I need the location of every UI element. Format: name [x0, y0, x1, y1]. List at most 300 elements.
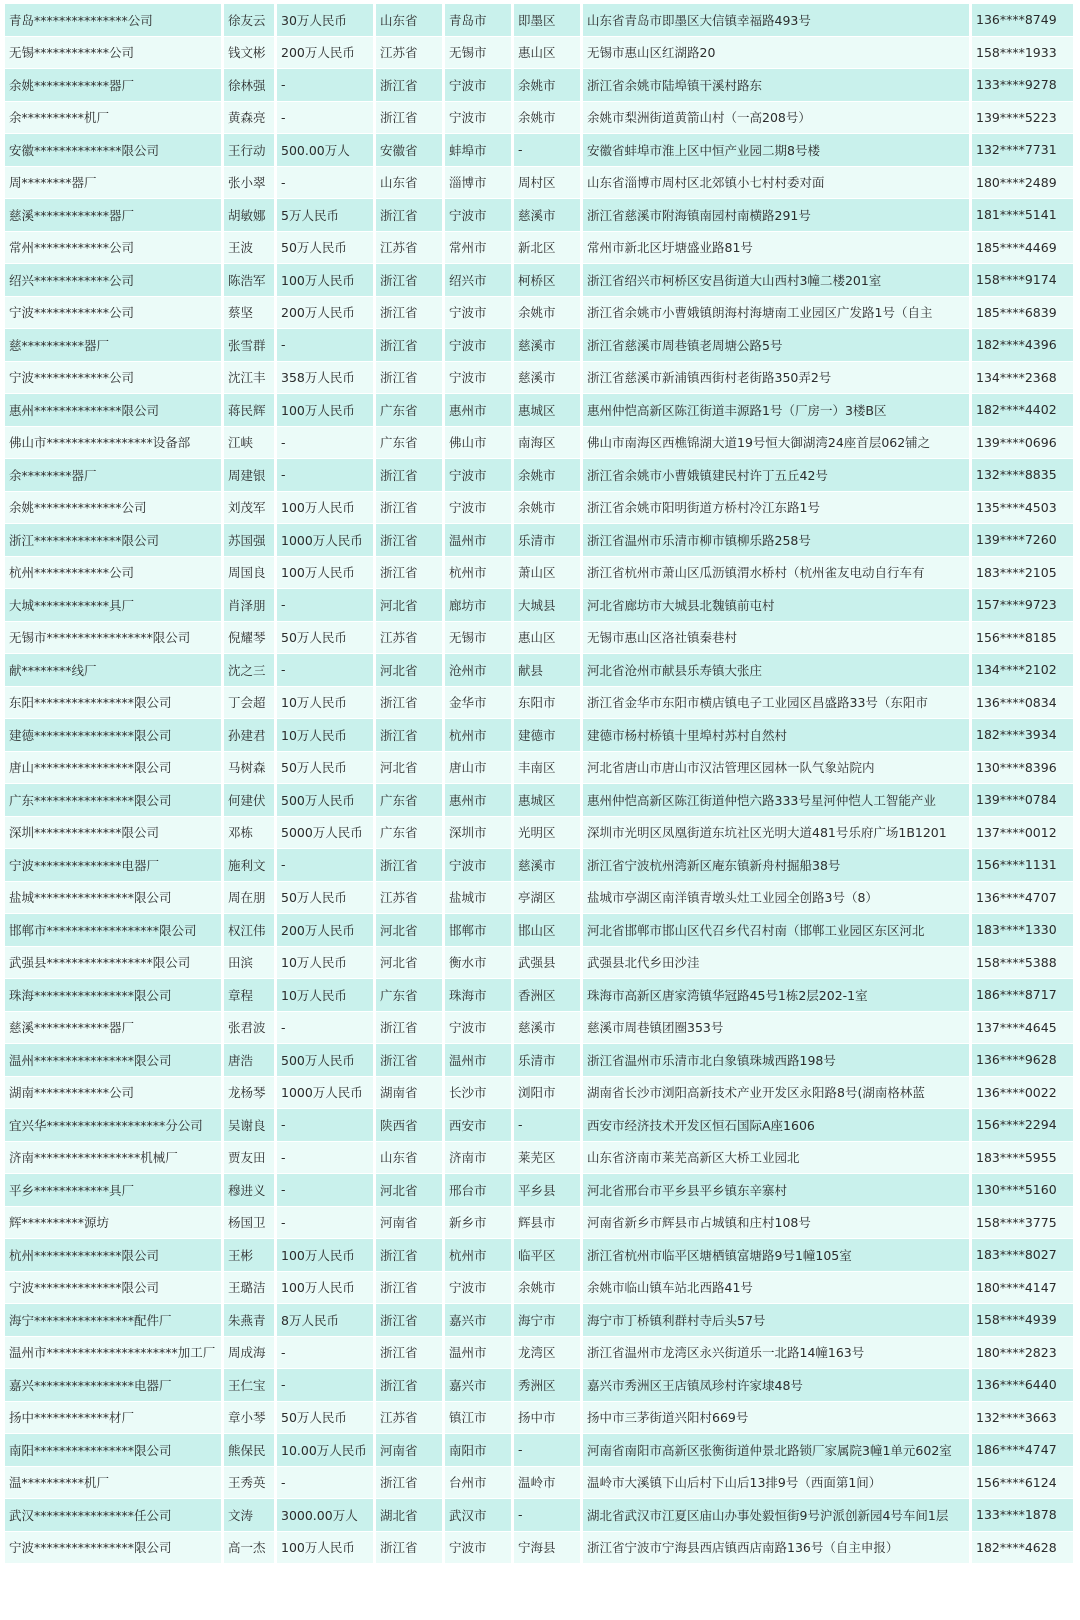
table-row	[5, 914, 1075, 947]
legal-person-cell: 朱燕青	[223, 1304, 276, 1337]
province-cell: 浙江省	[375, 849, 444, 882]
district-cell: 亭湖区	[513, 881, 582, 914]
legal-person-cell: 邓栋	[223, 816, 276, 849]
province-cell: 湖北省	[375, 1499, 444, 1532]
registered-capital-cell: -	[276, 849, 375, 882]
phone-cell: 137****4645	[971, 1011, 1075, 1044]
company-name-cell: 杭州************公司	[5, 556, 223, 589]
city-cell: 武汉市	[444, 1499, 513, 1532]
address-cell: 常州市新北区圩塘盛业路81号	[582, 231, 971, 264]
city-cell: 绍兴市	[444, 264, 513, 297]
company-name-cell: 余姚************器厂	[5, 69, 223, 102]
registered-capital-cell: -	[276, 1011, 375, 1044]
table-row	[5, 459, 1075, 492]
district-cell: -	[513, 1109, 582, 1142]
phone-cell: 130****5160	[971, 1174, 1075, 1207]
district-cell: 慈溪市	[513, 329, 582, 362]
city-cell: 杭州市	[444, 1239, 513, 1272]
phone-cell: 183****1330	[971, 914, 1075, 947]
company-name-cell: 邯郸市******************限公司	[5, 914, 223, 947]
table-row	[5, 1044, 1075, 1077]
phone-cell: 137****0012	[971, 816, 1075, 849]
legal-person-cell: 唐浩	[223, 1044, 276, 1077]
phone-cell: 132****8835	[971, 459, 1075, 492]
legal-person-cell: 高一杰	[223, 1531, 276, 1564]
province-cell: 浙江省	[375, 296, 444, 329]
phone-cell: 133****1878	[971, 1499, 1075, 1532]
province-cell: 河南省	[375, 1206, 444, 1239]
table-row	[5, 1239, 1075, 1272]
phone-cell: 136****4707	[971, 881, 1075, 914]
address-cell: 安徽省蚌埠市淮上区中恒产业园二期8号楼	[582, 134, 971, 167]
city-cell: 宁波市	[444, 329, 513, 362]
province-cell: 河北省	[375, 946, 444, 979]
registered-capital-cell: -	[276, 459, 375, 492]
company-name-cell: 嘉兴****************电器厂	[5, 1369, 223, 1402]
address-cell: 慈溪市周巷镇团圈353号	[582, 1011, 971, 1044]
table-row	[5, 101, 1075, 134]
province-cell: 浙江省	[375, 1011, 444, 1044]
registered-capital-cell: 8万人民币	[276, 1304, 375, 1337]
address-cell: 河北省邢台市平乡县平乡镇东辛寨村	[582, 1174, 971, 1207]
registered-capital-cell: 100万人民币	[276, 1239, 375, 1272]
address-cell: 浙江省温州市龙湾区永兴街道乐一北路14幢163号	[582, 1336, 971, 1369]
address-cell: 浙江省宁波杭州湾新区庵东镇新舟村掘船38号	[582, 849, 971, 882]
legal-person-cell: 王波	[223, 231, 276, 264]
province-cell: 浙江省	[375, 1531, 444, 1564]
city-cell: 宁波市	[444, 1011, 513, 1044]
registered-capital-cell: 50万人民币	[276, 751, 375, 784]
phone-cell: 135****4503	[971, 491, 1075, 524]
company-name-cell: 深圳**************限公司	[5, 816, 223, 849]
table-row	[5, 491, 1075, 524]
city-cell: 宁波市	[444, 101, 513, 134]
registered-capital-cell: 10万人民币	[276, 946, 375, 979]
legal-person-cell: 肖泽朋	[223, 589, 276, 622]
legal-person-cell: 孙建君	[223, 719, 276, 752]
company-name-cell: 南阳****************限公司	[5, 1434, 223, 1467]
company-name-cell: 青岛***************公司	[5, 4, 223, 37]
phone-cell: 156****1131	[971, 849, 1075, 882]
table-row	[5, 1304, 1075, 1337]
table-row	[5, 1109, 1075, 1142]
phone-cell: 132****3663	[971, 1401, 1075, 1434]
table-row	[5, 1141, 1075, 1174]
legal-person-cell: 马树森	[223, 751, 276, 784]
address-cell: 浙江省杭州市临平区塘栖镇富塘路9号1幢105室	[582, 1239, 971, 1272]
city-cell: 宁波市	[444, 69, 513, 102]
address-cell: 湖南省长沙市浏阳高新技术产业开发区永阳路8号(湖南格林蓝	[582, 1076, 971, 1109]
district-cell: 温岭市	[513, 1466, 582, 1499]
company-name-cell: 盐城****************限公司	[5, 881, 223, 914]
registered-capital-cell: -	[276, 1206, 375, 1239]
registered-capital-cell: 100万人民币	[276, 491, 375, 524]
city-cell: 宁波市	[444, 361, 513, 394]
district-cell: 慈溪市	[513, 1011, 582, 1044]
company-name-cell: 湖南************公司	[5, 1076, 223, 1109]
legal-person-cell: 沈江丰	[223, 361, 276, 394]
legal-person-cell: 施利文	[223, 849, 276, 882]
phone-cell: 130****8396	[971, 751, 1075, 784]
legal-person-cell: 王仁宝	[223, 1369, 276, 1402]
district-cell: 龙湾区	[513, 1336, 582, 1369]
address-cell: 浙江省温州市乐清市柳市镇柳乐路258号	[582, 524, 971, 557]
phone-cell: 180****2823	[971, 1336, 1075, 1369]
company-name-cell: 温州市*********************加工厂	[5, 1336, 223, 1369]
address-cell: 浙江省绍兴市柯桥区安昌街道大山西村3幢二楼201室	[582, 264, 971, 297]
phone-cell: 156****6124	[971, 1466, 1075, 1499]
phone-cell: 185****6839	[971, 296, 1075, 329]
company-name-cell: 济南*****************机械厂	[5, 1141, 223, 1174]
district-cell: 大城县	[513, 589, 582, 622]
address-cell: 浙江省余姚市小曹娥镇建民村许丁五丘42号	[582, 459, 971, 492]
city-cell: 宁波市	[444, 199, 513, 232]
registered-capital-cell: 358万人民币	[276, 361, 375, 394]
legal-person-cell: 王彬	[223, 1239, 276, 1272]
city-cell: 西安市	[444, 1109, 513, 1142]
legal-person-cell: 何建伏	[223, 784, 276, 817]
table-row	[5, 849, 1075, 882]
company-name-cell: 浙江**************限公司	[5, 524, 223, 557]
province-cell: 陕西省	[375, 1109, 444, 1142]
district-cell: 东阳市	[513, 686, 582, 719]
legal-person-cell: 黄森亮	[223, 101, 276, 134]
province-cell: 河南省	[375, 1434, 444, 1467]
province-cell: 浙江省	[375, 361, 444, 394]
table-row	[5, 426, 1075, 459]
district-cell: 浏阳市	[513, 1076, 582, 1109]
legal-person-cell: 胡敏娜	[223, 199, 276, 232]
district-cell: 献县	[513, 654, 582, 687]
legal-person-cell: 龙杨琴	[223, 1076, 276, 1109]
district-cell: 慈溪市	[513, 361, 582, 394]
province-cell: 浙江省	[375, 264, 444, 297]
legal-person-cell: 王璐洁	[223, 1271, 276, 1304]
table-row	[5, 231, 1075, 264]
table-row	[5, 1174, 1075, 1207]
registered-capital-cell: 3000.00万人	[276, 1499, 375, 1532]
province-cell: 浙江省	[375, 459, 444, 492]
table-row	[5, 361, 1075, 394]
district-cell: -	[513, 134, 582, 167]
table-row	[5, 69, 1075, 102]
province-cell: 浙江省	[375, 1044, 444, 1077]
table-row	[5, 1076, 1075, 1109]
city-cell: 长沙市	[444, 1076, 513, 1109]
province-cell: 浙江省	[375, 1466, 444, 1499]
table-row	[5, 1271, 1075, 1304]
province-cell: 广东省	[375, 394, 444, 427]
address-cell: 浙江省余姚市阳明街道方桥村冷江东路1号	[582, 491, 971, 524]
phone-cell: 139****7260	[971, 524, 1075, 557]
address-cell: 河北省邯郸市邯山区代召乡代召村南（邯郸工业园区东区河北	[582, 914, 971, 947]
registered-capital-cell: -	[276, 1336, 375, 1369]
address-cell: 扬中市三茅街道兴阳村669号	[582, 1401, 971, 1434]
city-cell: 温州市	[444, 1336, 513, 1369]
phone-cell: 186****4747	[971, 1434, 1075, 1467]
city-cell: 济南市	[444, 1141, 513, 1174]
registered-capital-cell: 10万人民币	[276, 979, 375, 1012]
city-cell: 无锡市	[444, 36, 513, 69]
city-cell: 嘉兴市	[444, 1369, 513, 1402]
city-cell: 沧州市	[444, 654, 513, 687]
city-cell: 廊坊市	[444, 589, 513, 622]
phone-cell: 156****8185	[971, 621, 1075, 654]
legal-person-cell: 周国良	[223, 556, 276, 589]
legal-person-cell: 苏国强	[223, 524, 276, 557]
phone-cell: 133****9278	[971, 69, 1075, 102]
phone-cell: 136****8749	[971, 4, 1075, 37]
province-cell: 广东省	[375, 979, 444, 1012]
legal-person-cell: 张君波	[223, 1011, 276, 1044]
registered-capital-cell: -	[276, 589, 375, 622]
table-row	[5, 1466, 1075, 1499]
address-cell: 浙江省宁波市宁海县西店镇西店南路136号（自主申报）	[582, 1531, 971, 1564]
district-cell: 新北区	[513, 231, 582, 264]
registered-capital-cell: 5000万人民币	[276, 816, 375, 849]
address-cell: 浙江省余姚市陆埠镇干溪村路东	[582, 69, 971, 102]
table-row	[5, 1336, 1075, 1369]
address-cell: 珠海市高新区唐家湾镇华冠路45号1栋2层202-1室	[582, 979, 971, 1012]
registered-capital-cell: 5万人民币	[276, 199, 375, 232]
company-name-cell: 温州****************限公司	[5, 1044, 223, 1077]
company-name-cell: 佛山市*****************设备部	[5, 426, 223, 459]
company-name-cell: 余**********机厂	[5, 101, 223, 134]
city-cell: 宁波市	[444, 1531, 513, 1564]
legal-person-cell: 吴谢良	[223, 1109, 276, 1142]
table-row	[5, 1206, 1075, 1239]
legal-person-cell: 周建银	[223, 459, 276, 492]
company-name-cell: 惠州**************限公司	[5, 394, 223, 427]
province-cell: 江苏省	[375, 36, 444, 69]
district-cell: 临平区	[513, 1239, 582, 1272]
address-cell: 湖北省武汉市江夏区庙山办事处毅恒街9号沪派创新园4号车间1层	[582, 1499, 971, 1532]
table-row	[5, 946, 1075, 979]
registered-capital-cell: -	[276, 654, 375, 687]
address-cell: 河南省新乡市辉县市占城镇和庄村108号	[582, 1206, 971, 1239]
legal-person-cell: 徐林强	[223, 69, 276, 102]
province-cell: 河北省	[375, 589, 444, 622]
district-cell: 余姚市	[513, 1271, 582, 1304]
company-name-cell: 宁波**************限公司	[5, 1271, 223, 1304]
address-cell: 惠州仲恺高新区陈江街道仲恺六路333号星河仲恺人工智能产业	[582, 784, 971, 817]
phone-cell: 180****4147	[971, 1271, 1075, 1304]
city-cell: 宁波市	[444, 459, 513, 492]
registered-capital-cell: -	[276, 101, 375, 134]
legal-person-cell: 章小琴	[223, 1401, 276, 1434]
address-cell: 建德市杨村桥镇十里埠村苏村自然村	[582, 719, 971, 752]
address-cell: 山东省青岛市即墨区大信镇幸福路493号	[582, 4, 971, 37]
phone-cell: 182****3934	[971, 719, 1075, 752]
legal-person-cell: 熊保民	[223, 1434, 276, 1467]
table-row	[5, 1401, 1075, 1434]
legal-person-cell: 张雪群	[223, 329, 276, 362]
province-cell: 广东省	[375, 816, 444, 849]
phone-cell: 182****4628	[971, 1531, 1075, 1564]
registered-capital-cell: 50万人民币	[276, 621, 375, 654]
registered-capital-cell: 50万人民币	[276, 881, 375, 914]
company-name-cell: 扬中************材厂	[5, 1401, 223, 1434]
district-cell: 海宁市	[513, 1304, 582, 1337]
table-row	[5, 199, 1075, 232]
legal-person-cell: 田滨	[223, 946, 276, 979]
district-cell: 慈溪市	[513, 849, 582, 882]
registered-capital-cell: 100万人民币	[276, 1271, 375, 1304]
table-row	[5, 1369, 1075, 1402]
address-cell: 山东省济南市莱芜高新区大桥工业园北	[582, 1141, 971, 1174]
district-cell: 南海区	[513, 426, 582, 459]
company-name-cell: 余姚**************公司	[5, 491, 223, 524]
district-cell: 香洲区	[513, 979, 582, 1012]
address-cell: 惠州仲恺高新区陈江街道丰源路1号（厂房一）3楼B区	[582, 394, 971, 427]
address-cell: 河南省南阳市高新区张衡街道仲景北路锁厂家属院3幢1单元602室	[582, 1434, 971, 1467]
table-row	[5, 621, 1075, 654]
address-cell: 无锡市惠山区红湖路20	[582, 36, 971, 69]
legal-person-cell: 王行动	[223, 134, 276, 167]
district-cell: 余姚市	[513, 491, 582, 524]
legal-person-cell: 王秀英	[223, 1466, 276, 1499]
province-cell: 浙江省	[375, 491, 444, 524]
address-cell: 西安市经济技术开发区恒石国际A座1606	[582, 1109, 971, 1142]
legal-person-cell: 江峡	[223, 426, 276, 459]
registered-capital-cell: 1000万人民币	[276, 1076, 375, 1109]
phone-cell: 158****9174	[971, 264, 1075, 297]
company-name-cell: 慈溪************器厂	[5, 199, 223, 232]
registered-capital-cell: -	[276, 426, 375, 459]
district-cell: 秀洲区	[513, 1369, 582, 1402]
registered-capital-cell: -	[276, 1141, 375, 1174]
city-cell: 蚌埠市	[444, 134, 513, 167]
city-cell: 盐城市	[444, 881, 513, 914]
address-cell: 浙江省慈溪市新浦镇西街村老街路350弄2号	[582, 361, 971, 394]
legal-person-cell: 权江伟	[223, 914, 276, 947]
company-name-cell: 宁波************公司	[5, 296, 223, 329]
table-row	[5, 686, 1075, 719]
district-cell: -	[513, 1434, 582, 1467]
city-cell: 杭州市	[444, 556, 513, 589]
phone-cell: 136****6440	[971, 1369, 1075, 1402]
registered-capital-cell: 50万人民币	[276, 1401, 375, 1434]
company-name-cell: 宁波************公司	[5, 361, 223, 394]
city-cell: 惠州市	[444, 784, 513, 817]
province-cell: 江苏省	[375, 881, 444, 914]
phone-cell: 183****5955	[971, 1141, 1075, 1174]
company-name-cell: 无锡市*****************限公司	[5, 621, 223, 654]
province-cell: 浙江省	[375, 524, 444, 557]
table-row	[5, 1531, 1075, 1564]
address-cell: 浙江省杭州市萧山区瓜沥镇渭水桥村（杭州雀友电动自行车有	[582, 556, 971, 589]
district-cell: 惠城区	[513, 394, 582, 427]
phone-cell: 132****7731	[971, 134, 1075, 167]
city-cell: 温州市	[444, 1044, 513, 1077]
phone-cell: 134****2368	[971, 361, 1075, 394]
company-name-cell: 广东****************限公司	[5, 784, 223, 817]
legal-person-cell: 蔡坚	[223, 296, 276, 329]
address-cell: 浙江省慈溪市周巷镇老周塘公路5号	[582, 329, 971, 362]
table-row	[5, 751, 1075, 784]
district-cell: 宁海县	[513, 1531, 582, 1564]
phone-cell: 158****3775	[971, 1206, 1075, 1239]
province-cell: 江苏省	[375, 1401, 444, 1434]
address-cell: 河北省廊坊市大城县北魏镇前屯村	[582, 589, 971, 622]
registered-capital-cell: -	[276, 1466, 375, 1499]
company-name-cell: 武强县*****************限公司	[5, 946, 223, 979]
city-cell: 宁波市	[444, 849, 513, 882]
city-cell: 无锡市	[444, 621, 513, 654]
address-cell: 武强县北代乡田沙洼	[582, 946, 971, 979]
registered-capital-cell: 10万人民币	[276, 686, 375, 719]
legal-person-cell: 倪耀琴	[223, 621, 276, 654]
table-row	[5, 1434, 1075, 1467]
company-name-cell: 辉**********源坊	[5, 1206, 223, 1239]
table-row	[5, 816, 1075, 849]
table-row	[5, 979, 1075, 1012]
province-cell: 广东省	[375, 426, 444, 459]
district-cell: 萧山区	[513, 556, 582, 589]
phone-cell: 136****9628	[971, 1044, 1075, 1077]
phone-cell: 139****5223	[971, 101, 1075, 134]
city-cell: 嘉兴市	[444, 1304, 513, 1337]
district-cell: 惠山区	[513, 36, 582, 69]
table-row	[5, 36, 1075, 69]
table-body	[5, 4, 1075, 1564]
registered-capital-cell: 200万人民币	[276, 296, 375, 329]
city-cell: 珠海市	[444, 979, 513, 1012]
phone-cell: 156****2294	[971, 1109, 1075, 1142]
company-name-cell: 杭州**************限公司	[5, 1239, 223, 1272]
province-cell: 浙江省	[375, 1336, 444, 1369]
company-name-cell: 周********器厂	[5, 166, 223, 199]
district-cell: -	[513, 1499, 582, 1532]
address-cell: 河北省沧州市献县乐寿镇大张庄	[582, 654, 971, 687]
company-name-cell: 安徽**************限公司	[5, 134, 223, 167]
company-name-cell: 无锡************公司	[5, 36, 223, 69]
province-cell: 河北省	[375, 1174, 444, 1207]
registered-capital-cell: 200万人民币	[276, 36, 375, 69]
table-row	[5, 394, 1075, 427]
district-cell: 柯桥区	[513, 264, 582, 297]
district-cell: 乐清市	[513, 1044, 582, 1077]
table-row	[5, 134, 1075, 167]
registered-capital-cell: 500万人民币	[276, 784, 375, 817]
province-cell: 江苏省	[375, 231, 444, 264]
table-row	[5, 1499, 1075, 1532]
phone-cell: 186****8717	[971, 979, 1075, 1012]
registered-capital-cell: 1000万人民币	[276, 524, 375, 557]
address-cell: 盐城市亭湖区南洋镇青墩头灶工业园全创路3号（8）	[582, 881, 971, 914]
phone-cell: 181****5141	[971, 199, 1075, 232]
city-cell: 镇江市	[444, 1401, 513, 1434]
province-cell: 浙江省	[375, 1271, 444, 1304]
phone-cell: 158****1933	[971, 36, 1075, 69]
district-cell: 丰南区	[513, 751, 582, 784]
registered-capital-cell: 10.00万人民币	[276, 1434, 375, 1467]
company-name-cell: 温**********机厂	[5, 1466, 223, 1499]
city-cell: 宁波市	[444, 296, 513, 329]
address-cell: 深圳市光明区凤凰街道东坑社区光明大道481号乐府广场1B1201	[582, 816, 971, 849]
registered-capital-cell: 500.00万人	[276, 134, 375, 167]
province-cell: 山东省	[375, 4, 444, 37]
province-cell: 河北省	[375, 654, 444, 687]
address-cell: 海宁市丁桥镇利群村寺后头57号	[582, 1304, 971, 1337]
province-cell: 浙江省	[375, 556, 444, 589]
city-cell: 南阳市	[444, 1434, 513, 1467]
company-name-cell: 慈**********器厂	[5, 329, 223, 362]
company-name-cell: 东阳****************限公司	[5, 686, 223, 719]
company-name-cell: 献********线厂	[5, 654, 223, 687]
registered-capital-cell: 30万人民币	[276, 4, 375, 37]
district-cell: 莱芜区	[513, 1141, 582, 1174]
